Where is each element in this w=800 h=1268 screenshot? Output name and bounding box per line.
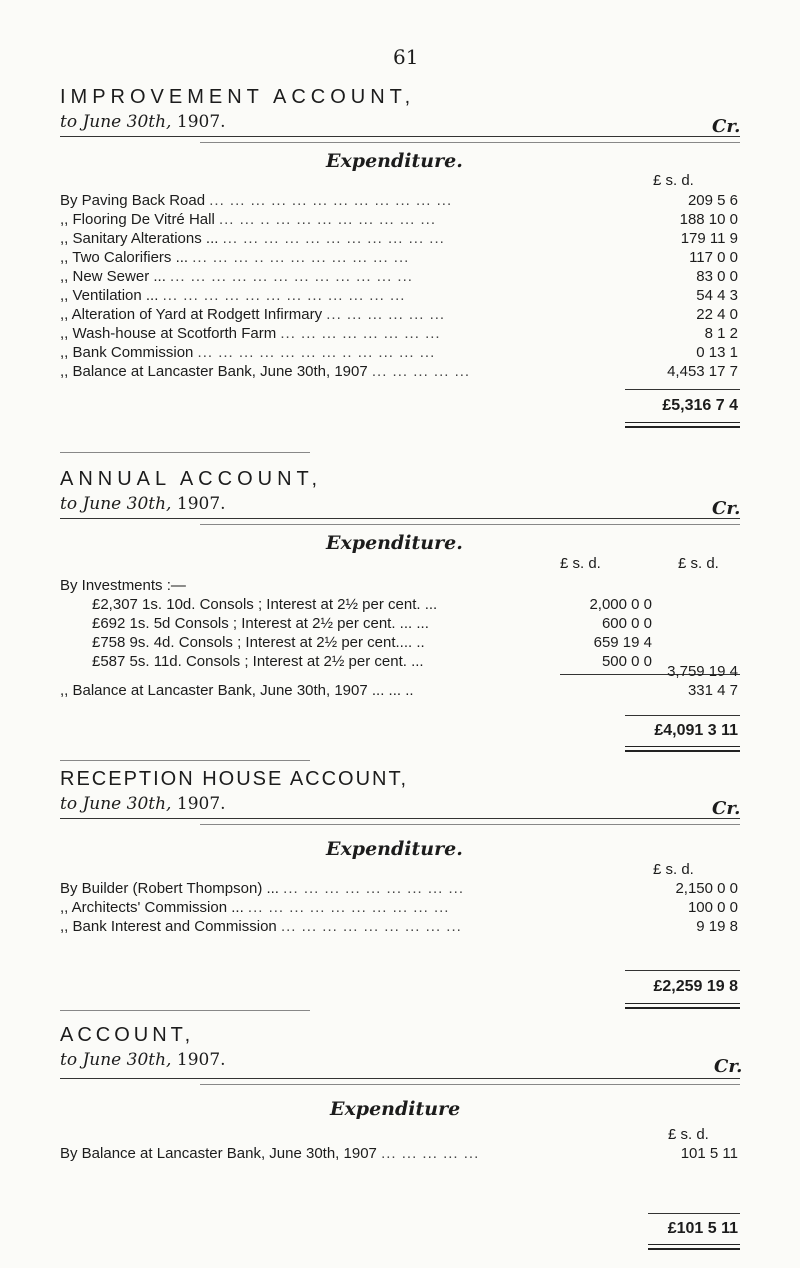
subtitle-prefix: to June 30th, (60, 794, 172, 814)
section-title: ACCOUNT, (60, 1024, 195, 1046)
line-amount: 659 19 4 (593, 634, 652, 651)
list-item: ,, Ventilation ... ... ... ... ... ... ... ... ... ... ... ... ... (60, 287, 406, 304)
list-item: By Balance at Lancaster Bank, June 30th, 1907 ... ... ... ... ... (60, 1145, 480, 1162)
section-total: £4,091 3 11 (654, 722, 738, 739)
column-headers: £ s. d. (668, 1126, 709, 1143)
credit-mark: Cr. (712, 798, 741, 819)
section-title: ANNUAL ACCOUNT, (60, 468, 323, 490)
subtitle-prefix: to June 30th, (60, 1050, 172, 1070)
list-item: ,, Balance at Lancaster Bank, June 30th, 1907 ... ... ... ... ... (60, 363, 471, 380)
section-separator (60, 760, 310, 761)
line-amount: 83 0 0 (696, 268, 738, 285)
line-amount: 2,150 0 0 (675, 880, 738, 897)
subtotal-amount: 3,759 19 4 (667, 663, 738, 680)
list-item: ,, New Sewer ... ... ... ... ... ... ... ... ... ... ... ... ... (60, 268, 413, 285)
line-amount: 600 0 0 (601, 615, 652, 632)
list-item: ,, Alteration of Yard at Rodgett Infirmary ... ... ... ... ... ... (60, 306, 446, 323)
section-hairline (200, 1084, 740, 1085)
section-hairline (200, 524, 740, 525)
column-headers: £ s. d. (653, 861, 694, 878)
list-item: By Builder (Robert Thompson) ... ... ... ... ... ... ... ... ... ... (60, 880, 465, 897)
line-amount: 9 19 8 (696, 918, 738, 935)
investments-label: By Investments :— (60, 577, 186, 594)
line-amount: 4,453 17 7 (667, 363, 738, 380)
section-subtitle (60, 1050, 226, 1070)
expenditure-heading: Expenditure (330, 1098, 461, 1120)
list-item: ,, Bank Commission ... ... ... ... ... ... ... .. ... ... ... ... (60, 344, 436, 361)
list-item: £2,307 1s. 10d. Consols ; Interest at 2½ per cent. ... (92, 596, 438, 613)
subtitle-prefix: to June 30th, (60, 112, 172, 132)
line-amount: 117 0 0 (689, 249, 738, 266)
total-double-rule (625, 746, 740, 752)
page-number: 61 (393, 45, 419, 69)
section-title: IMPROVEMENT ACCOUNT, (60, 86, 416, 108)
total-double-rule (625, 1003, 740, 1009)
line-amount: 500 0 0 (601, 653, 652, 670)
section-rule (60, 518, 740, 519)
section-subtitle (60, 112, 226, 132)
section-rule (60, 818, 740, 819)
credit-mark: Cr. (714, 1056, 743, 1077)
line-amount: 101 5 11 (680, 1145, 738, 1162)
total-double-rule (648, 1244, 740, 1250)
section-subtitle (60, 794, 226, 814)
section-total: £101 5 11 (667, 1220, 738, 1237)
list-item: £758 9s. 4d. Consols ; Interest at 2½ per cent.... .. (92, 634, 425, 651)
line-amount: 179 11 9 (680, 230, 738, 247)
expenditure-heading: Expenditure. (326, 838, 463, 860)
subtitle-prefix: to June 30th, (60, 494, 172, 514)
list-item: ,, Architects' Commission ... ... ... ... ... ... ... ... ... ... ... (60, 899, 450, 916)
line-amount: 0 13 1 (696, 344, 738, 361)
section-rule (60, 136, 740, 137)
subtitle-year: 1907. (176, 1050, 226, 1070)
total-rule (625, 970, 740, 971)
section-rule (60, 1078, 740, 1079)
list-item: ,, Wash-house at Scotforth Farm ... ... ... ... ... ... ... ... (60, 325, 441, 342)
balance-amount: 331 4 7 (687, 682, 738, 699)
list-item: £692 1s. 5d Consols ; Interest at 2½ per cent. ... ... (92, 615, 429, 632)
line-amount: 22 4 0 (696, 306, 738, 323)
section-separator (60, 1010, 310, 1011)
total-rule (648, 1213, 740, 1214)
line-amount: 8 1 2 (704, 325, 738, 342)
expenditure-heading: Expenditure. (326, 150, 463, 172)
line-amount: 100 0 0 (687, 899, 738, 916)
section-subtitle (60, 494, 226, 514)
line-amount: 54 4 3 (696, 287, 738, 304)
list-item: ,, Two Calorifiers ... ... ... ... .. ... ... ... ... ... ... ... (60, 249, 410, 266)
list-item: ,, Bank Interest and Commission ... ... ... ... ... ... ... ... ... (60, 918, 462, 935)
list-item: ,, Flooring De Vitré Hall ... ... .. ... ... ... ... ... ... ... ... (60, 211, 437, 228)
line-amount: 2,000 0 0 (589, 596, 652, 613)
list-item: By Paving Back Road ... ... ... ... ... ... ... ... ... ... ... ... (60, 192, 453, 209)
section-separator (60, 452, 310, 453)
section-total: £2,259 19 8 (653, 978, 738, 995)
list-item: ,, Sanitary Alterations ... ... ... ... ... ... ... ... ... ... ... ... (60, 230, 445, 247)
list-item: £587 5s. 11d. Consols ; Interest at 2½ per cent. ... (92, 653, 424, 670)
total-double-rule (625, 422, 740, 428)
section-total: £5,316 7 4 (662, 397, 738, 414)
column-headers-outer: £ s. d. (678, 555, 719, 572)
section-hairline (200, 142, 740, 143)
total-rule (625, 389, 740, 390)
column-headers-inner: £ s. d. (560, 555, 601, 572)
subtitle-year: 1907. (176, 494, 226, 514)
credit-mark: Cr. (712, 116, 741, 137)
credit-mark: Cr. (712, 498, 741, 519)
column-headers: £ s. d. (653, 172, 694, 189)
line-amount: 209 5 6 (687, 192, 738, 209)
subtitle-year: 1907. (176, 112, 226, 132)
line-amount: 188 10 0 (679, 211, 738, 228)
expenditure-heading: Expenditure. (326, 532, 463, 554)
balance-label: ,, Balance at Lancaster Bank, June 30th, 1907 ... ... .. (60, 682, 414, 699)
section-hairline (200, 824, 740, 825)
section-title: RECEPTION HOUSE ACCOUNT, (60, 768, 409, 790)
total-rule (625, 715, 740, 716)
subtitle-year: 1907. (176, 794, 226, 814)
